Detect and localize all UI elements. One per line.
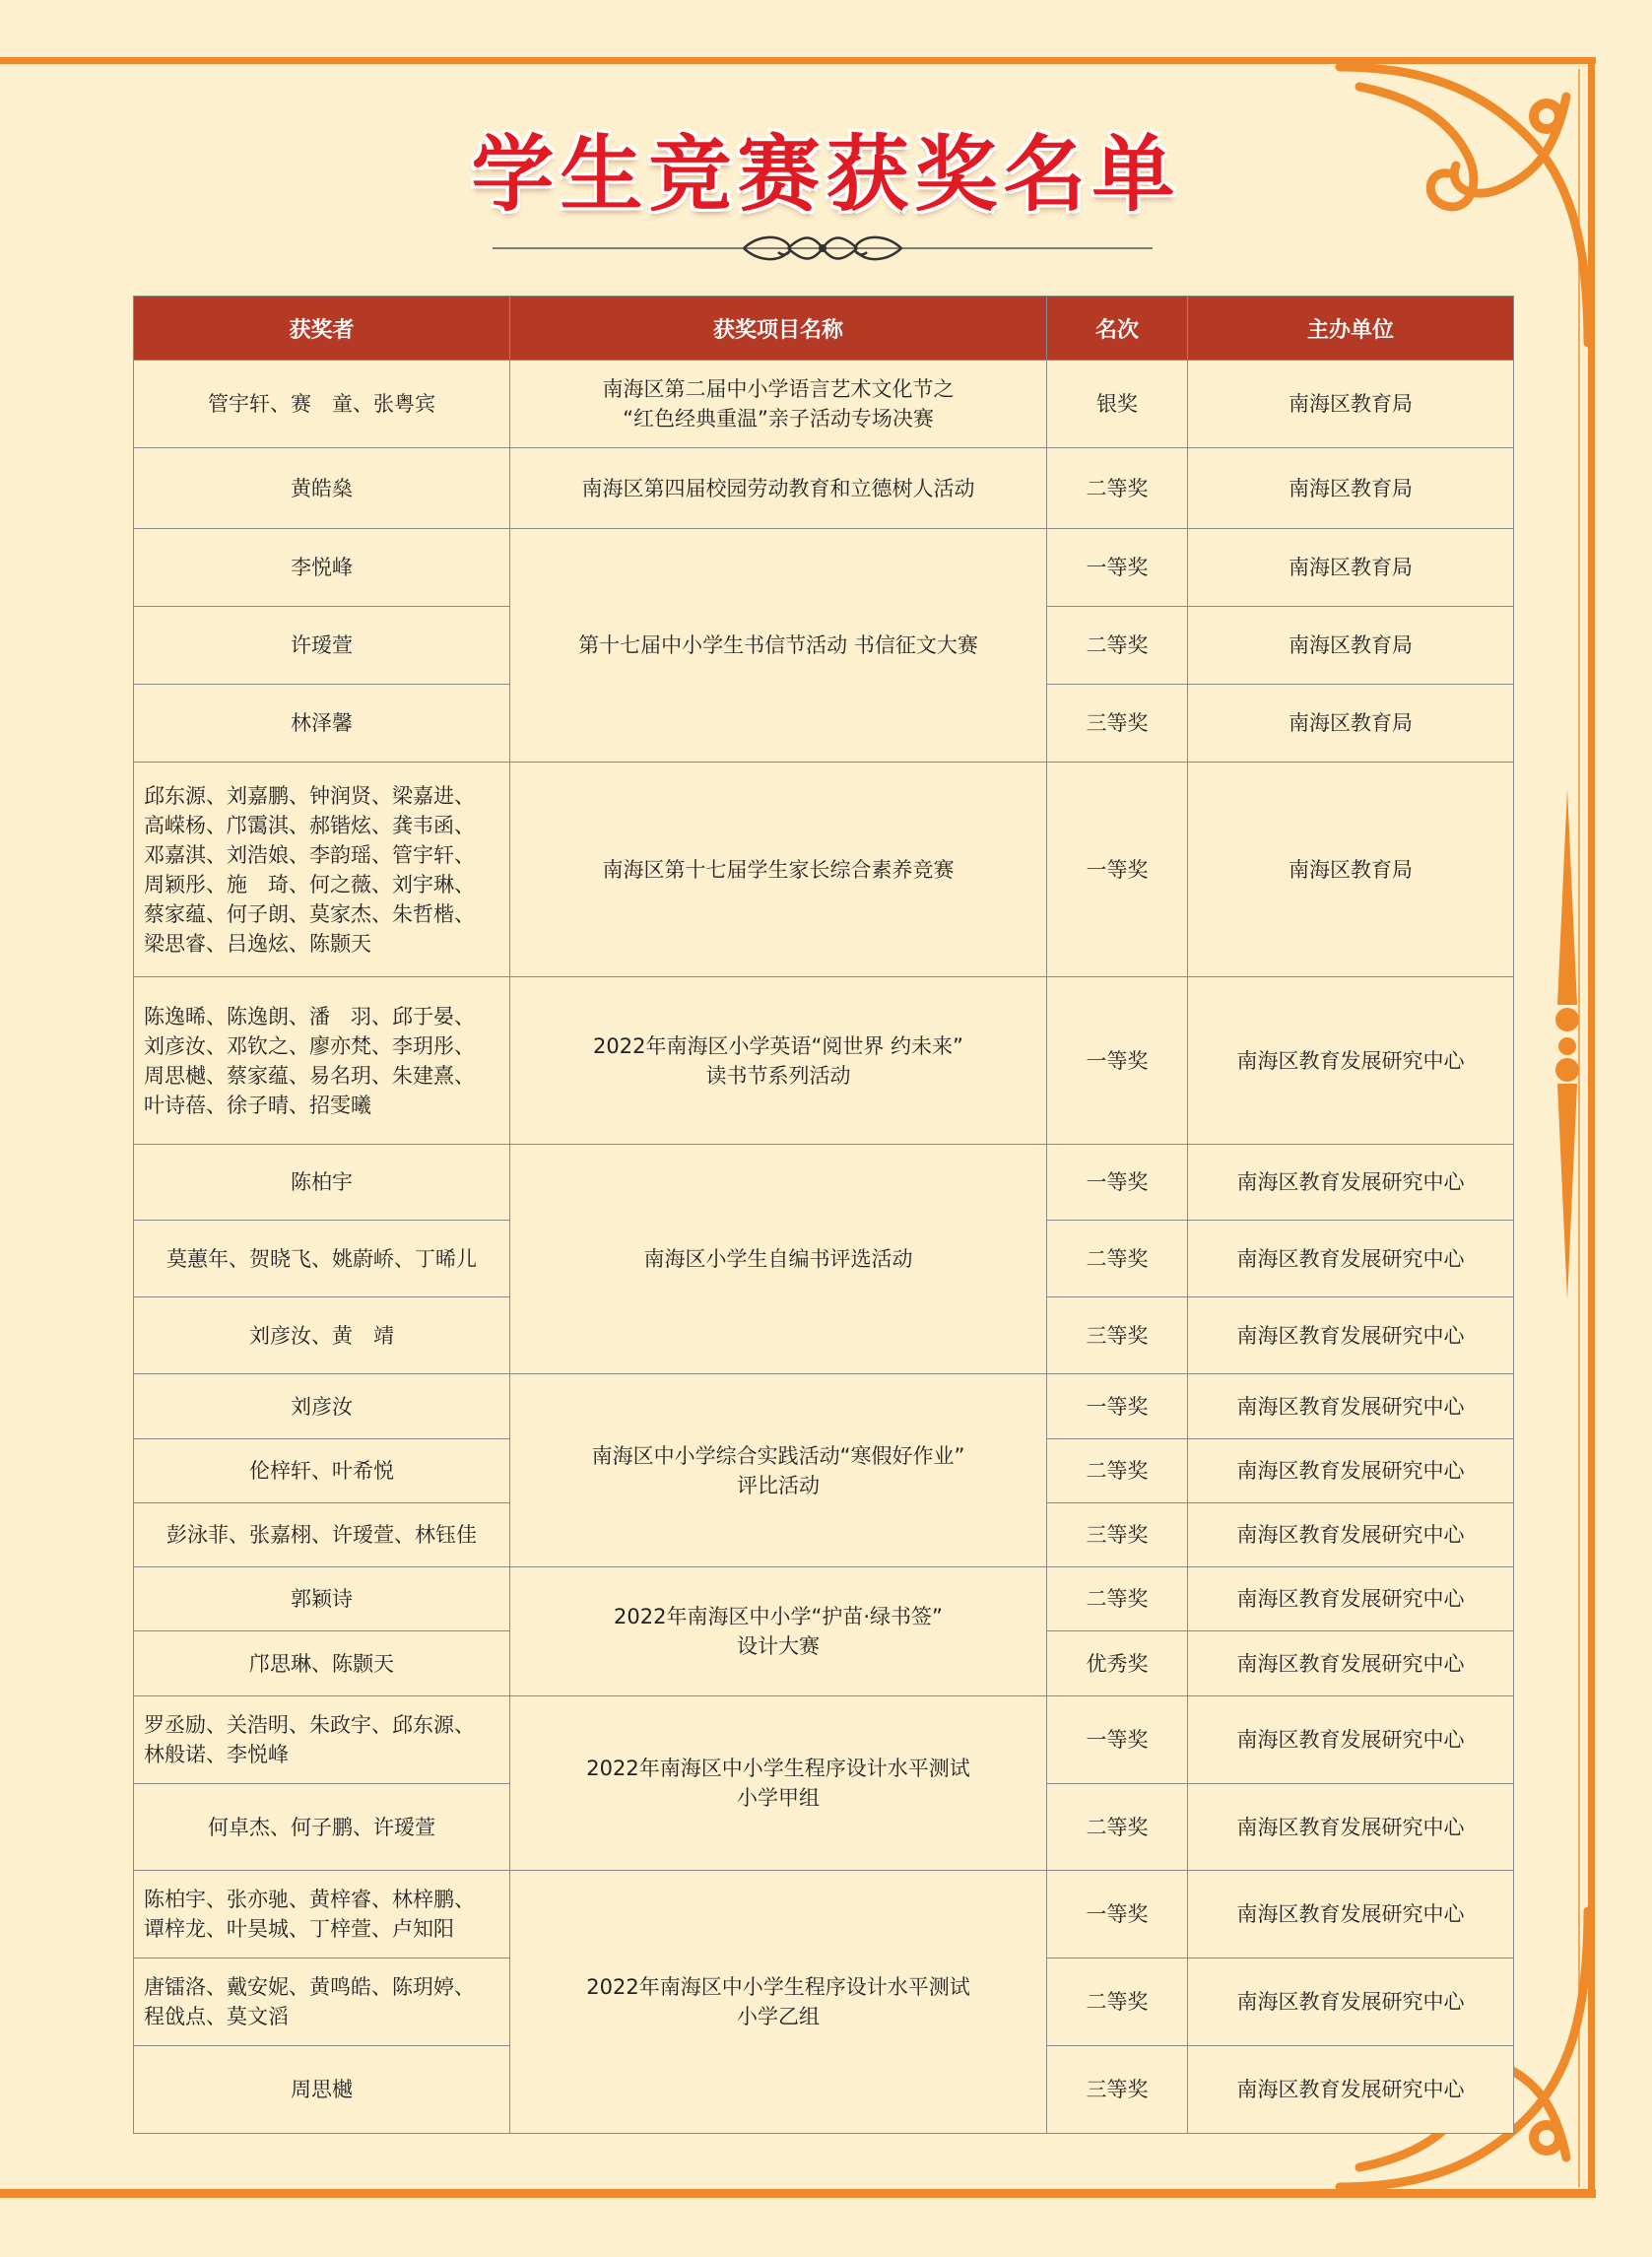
award-rank: 一等奖 <box>1047 529 1188 607</box>
project-name: 南海区第十七届学生家长综合素养竞赛 <box>510 763 1047 977</box>
winner-names: 陈柏宇、张亦驰、黄梓睿、林梓鹏、 谭梓龙、叶昊城、丁梓萱、卢知阳 <box>134 1871 510 1958</box>
winner-names: 罗丞励、关浩明、朱政宇、邱东源、 林般诺、李悦峰 <box>134 1696 510 1784</box>
winner-names: 何卓杰、何子鹏、许瑷萱 <box>134 1784 510 1871</box>
winner-names: 陈柏宇 <box>134 1145 510 1221</box>
winner-names: 周思樾 <box>134 2046 510 2134</box>
winner-names: 刘彦汝 <box>134 1374 510 1439</box>
organizer: 南海区教育发展研究中心 <box>1188 1696 1514 1784</box>
project-name: 第十七届中小学生书信节活动 书信征文大赛 <box>510 529 1047 763</box>
organizer: 南海区教育发展研究中心 <box>1188 1871 1514 1958</box>
award-rank: 银奖 <box>1047 361 1188 448</box>
award-table <box>133 296 1514 2134</box>
organizer: 南海区教育发展研究中心 <box>1188 1374 1514 1439</box>
organizer: 南海区教育发展研究中心 <box>1188 1297 1514 1374</box>
organizer: 南海区教育发展研究中心 <box>1188 2046 1514 2134</box>
organizer: 南海区教育发展研究中心 <box>1188 1631 1514 1696</box>
project-name: 2022年南海区中小学“护苗·绿书签” 设计大赛 <box>510 1567 1047 1696</box>
award-rank: 三等奖 <box>1047 1297 1188 1374</box>
header-project: 获奖项目名称 <box>510 297 1047 361</box>
organizer: 南海区教育局 <box>1188 607 1514 685</box>
award-rank: 一等奖 <box>1047 1374 1188 1439</box>
organizer: 南海区教育局 <box>1188 763 1514 977</box>
award-rank: 三等奖 <box>1047 1503 1188 1567</box>
page-title: 学生竞赛获奖名单 <box>471 126 1181 223</box>
project-name: 2022年南海区中小学生程序设计水平测试 小学甲组 <box>510 1696 1047 1871</box>
table-row <box>134 1145 1514 1221</box>
winner-names: 黄皓燊 <box>134 448 510 529</box>
winner-names: 伦梓轩、叶希悦 <box>134 1439 510 1503</box>
organizer: 南海区教育局 <box>1188 685 1514 763</box>
award-rank: 二等奖 <box>1047 448 1188 529</box>
table-row <box>134 529 1514 607</box>
table-row <box>134 1696 1514 1784</box>
table-row <box>134 448 1514 529</box>
organizer: 南海区教育发展研究中心 <box>1188 1503 1514 1567</box>
award-rank: 一等奖 <box>1047 1145 1188 1221</box>
award-rank: 二等奖 <box>1047 1221 1188 1297</box>
winner-names: 管宇轩、赛 童、张粤宾 <box>134 361 510 448</box>
award-rank: 二等奖 <box>1047 607 1188 685</box>
organizer: 南海区教育发展研究中心 <box>1188 1784 1514 1871</box>
header-organizer: 主办单位 <box>1188 297 1514 361</box>
award-rank: 二等奖 <box>1047 1567 1188 1631</box>
winner-names: 邱东源、刘嘉鹏、钟润贤、梁嘉进、 高嵘杨、邝霭淇、郝锴炫、龚韦函、 邓嘉淇、刘浩娘、李韵瑶、管宇轩、 周颖彤、施 琦、何之薇、刘宇琳、 蔡家蕴、何子朗、莫家杰、朱哲楷、 梁思睿、吕逸炫、陈颢天 <box>134 763 510 977</box>
winner-names: 李悦峰 <box>134 529 510 607</box>
organizer: 南海区教育发展研究中心 <box>1188 1145 1514 1221</box>
table-header-row <box>134 297 1514 361</box>
organizer: 南海区教育发展研究中心 <box>1188 1221 1514 1297</box>
winner-names: 唐镭洛、戴安妮、黄鸣皓、陈玥婷、 程戗点、莫文滔 <box>134 1958 510 2046</box>
project-name: 南海区第二届中小学语言艺术文化节之 “红色经典重温”亲子活动专场决赛 <box>510 361 1047 448</box>
award-rank: 三等奖 <box>1047 685 1188 763</box>
organizer: 南海区教育局 <box>1188 361 1514 448</box>
winner-names: 陈逸晞、陈逸朗、潘 羽、邱于晏、 刘彦汝、邓钦之、廖亦梵、李玥彤、 周思樾、蔡家蕴、易名玥、朱建熹、 叶诗蓓、徐子晴、招雯曦 <box>134 977 510 1145</box>
award-rank: 一等奖 <box>1047 763 1188 977</box>
table-row <box>134 1871 1514 1958</box>
title-divider-ornament-icon <box>493 227 1153 270</box>
project-name: 2022年南海区小学英语“阅世界 约未来” 读书节系列活动 <box>510 977 1047 1145</box>
organizer: 南海区教育发展研究中心 <box>1188 1439 1514 1503</box>
header-rank: 名次 <box>1047 297 1188 361</box>
award-rank: 一等奖 <box>1047 1871 1188 1958</box>
table-row <box>134 977 1514 1145</box>
table-row <box>134 1374 1514 1439</box>
frame-right-border <box>1588 57 1595 2198</box>
organizer: 南海区教育发展研究中心 <box>1188 977 1514 1145</box>
winner-names: 郭颖诗 <box>134 1567 510 1631</box>
award-rank: 一等奖 <box>1047 1696 1188 1784</box>
organizer: 南海区教育局 <box>1188 448 1514 529</box>
winner-names: 莫蕙年、贺晓飞、姚蔚峤、丁晞儿 <box>134 1221 510 1297</box>
award-rank: 三等奖 <box>1047 2046 1188 2134</box>
award-rank: 二等奖 <box>1047 1439 1188 1503</box>
organizer: 南海区教育发展研究中心 <box>1188 1567 1514 1631</box>
project-name: 南海区第四届校园劳动教育和立德树人活动 <box>510 448 1047 529</box>
organizer: 南海区教育局 <box>1188 529 1514 607</box>
award-rank: 优秀奖 <box>1047 1631 1188 1696</box>
table-row <box>134 1567 1514 1631</box>
table-row <box>134 763 1514 977</box>
winner-names: 林泽馨 <box>134 685 510 763</box>
project-name: 2022年南海区中小学生程序设计水平测试 小学乙组 <box>510 1871 1047 2134</box>
winner-names: 彭泳菲、张嘉栩、许瑷萱、林钰佳 <box>134 1503 510 1567</box>
award-rank: 二等奖 <box>1047 1958 1188 2046</box>
winner-names: 刘彦汝、黄 靖 <box>134 1297 510 1374</box>
table-row <box>134 361 1514 448</box>
header-winners: 获奖者 <box>134 297 510 361</box>
side-spear-ornament-icon <box>1548 788 1587 1300</box>
project-name: 南海区小学生自编书评选活动 <box>510 1145 1047 1374</box>
award-rank: 一等奖 <box>1047 977 1188 1145</box>
project-name: 南海区中小学综合实践活动“寒假好作业” 评比活动 <box>510 1374 1047 1567</box>
organizer: 南海区教育发展研究中心 <box>1188 1958 1514 2046</box>
winner-names: 许瑷萱 <box>134 607 510 685</box>
winner-names: 邝思琳、陈颢天 <box>134 1631 510 1696</box>
award-rank: 二等奖 <box>1047 1784 1188 1871</box>
